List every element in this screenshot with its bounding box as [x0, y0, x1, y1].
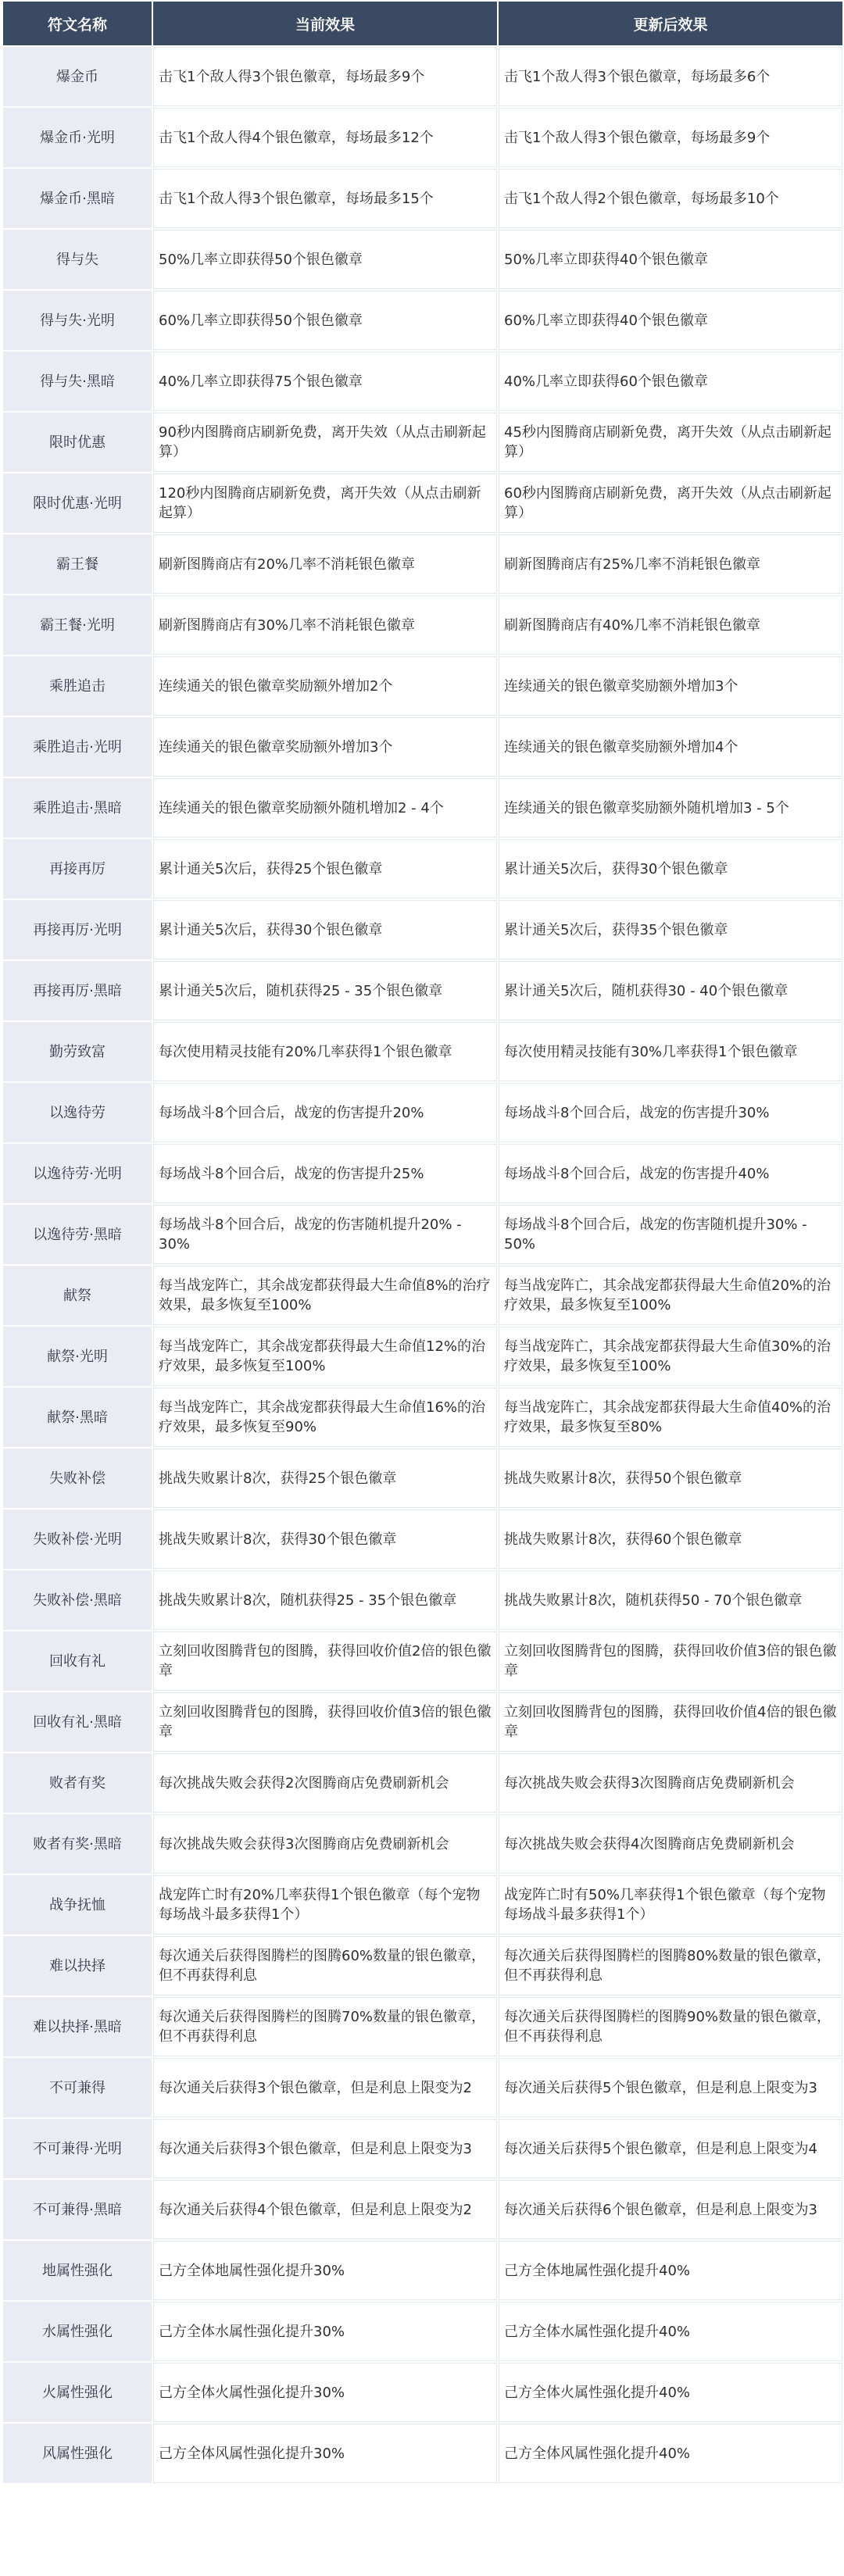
table-row — [3, 1570, 842, 1630]
updated-effect-cell: 挑战失败累计8次，随机获得50 - 70个银色徽章 — [499, 1570, 842, 1630]
table-row — [3, 656, 842, 716]
rune-name-cell: 失败补偿·光明 — [3, 1510, 152, 1569]
rune-name-cell: 失败补偿·黑暗 — [3, 1570, 152, 1630]
current-effect-cell: 每场战斗8个回合后，战宠的伤害随机提升20% - 30% — [153, 1205, 497, 1264]
current-effect-cell: 刷新图腾商店有20%几率不消耗银色徽章 — [153, 534, 497, 594]
updated-effect-cell: 累计通关5次后，获得35个银色徽章 — [499, 900, 842, 959]
current-effect-cell: 40%几率立即获得75个银色徽章 — [153, 352, 497, 411]
rune-name-cell: 得与失 — [3, 230, 152, 289]
table-row — [3, 352, 842, 411]
updated-effect-cell: 每次通关后获得6个银色徽章，但是利息上限变为3 — [499, 2180, 842, 2239]
current-effect-cell: 每当战宠阵亡，其余战宠都获得最大生命值16%的治疗效果，最多恢复至90% — [153, 1388, 497, 1447]
updated-effect-cell: 连续通关的银色徽章奖励额外增加4个 — [499, 717, 842, 777]
rune-name-cell: 火属性强化 — [3, 2363, 152, 2422]
rune-name-cell: 风属性强化 — [3, 2424, 152, 2483]
rune-name-cell: 败者有奖·黑暗 — [3, 1814, 152, 1874]
updated-effect-cell: 挑战失败累计8次，获得60个银色徽章 — [499, 1510, 842, 1569]
current-effect-cell: 己方全体风属性强化提升30% — [153, 2424, 497, 2483]
current-effect-cell: 每当战宠阵亡，其余战宠都获得最大生命值12%的治疗效果，最多恢复至100% — [153, 1327, 497, 1386]
current-effect-cell: 战宠阵亡时有20%几率获得1个银色徽章（每个宠物每场战斗最多获得1个） — [153, 1875, 497, 1935]
current-effect-cell: 每当战宠阵亡，其余战宠都获得最大生命值8%的治疗效果，最多恢复至100% — [153, 1266, 497, 1325]
updated-effect-cell: 每次通关后获得5个银色徽章，但是利息上限变为3 — [499, 2058, 842, 2117]
table-row — [3, 1144, 842, 1203]
rune-name-cell: 再接再厉 — [3, 839, 152, 899]
updated-effect-cell: 每次挑战失败会获得3次图腾商店免费刷新机会 — [499, 1753, 842, 1813]
rune-name-cell: 限时优惠·光明 — [3, 473, 152, 533]
table-row — [3, 291, 842, 350]
table-row — [3, 839, 842, 899]
current-effect-cell: 刷新图腾商店有30%几率不消耗银色徽章 — [153, 595, 497, 655]
updated-effect-cell: 刷新图腾商店有40%几率不消耗银色徽章 — [499, 595, 842, 655]
rune-name-cell: 不可兼得·光明 — [3, 2119, 152, 2178]
rune-name-cell: 献祭 — [3, 1266, 152, 1325]
updated-effect-cell: 每次通关后获得5个银色徽章，但是利息上限变为4 — [499, 2119, 842, 2178]
table-row — [3, 717, 842, 777]
current-effect-cell: 挑战失败累计8次，获得25个银色徽章 — [153, 1449, 497, 1508]
table-row — [3, 2058, 842, 2117]
table-row — [3, 1936, 842, 1995]
table-row — [3, 1692, 842, 1752]
rune-name-cell: 爆金币 — [3, 47, 152, 106]
updated-effect-cell: 每次通关后获得图腾栏的图腾90%数量的银色徽章，但不再获得利息 — [499, 1997, 842, 2056]
rune-name-cell: 水属性强化 — [3, 2302, 152, 2361]
table-row — [3, 2119, 842, 2178]
rune-name-cell: 爆金币·黑暗 — [3, 169, 152, 228]
current-effect-cell: 每次通关后获得3个银色徽章，但是利息上限变为2 — [153, 2058, 497, 2117]
table-row — [3, 413, 842, 472]
updated-effect-cell: 每次挑战失败会获得4次图腾商店免费刷新机会 — [499, 1814, 842, 1874]
updated-effect-cell: 每次通关后获得图腾栏的图腾80%数量的银色徽章，但不再获得利息 — [499, 1936, 842, 1995]
header-updated-effect: 更新后效果 — [499, 2, 842, 45]
updated-effect-cell: 己方全体火属性强化提升40% — [499, 2363, 842, 2422]
current-effect-cell: 每次通关后获得4个银色徽章，但是利息上限变为2 — [153, 2180, 497, 2239]
table-row — [3, 2241, 842, 2300]
table-row — [3, 1327, 842, 1386]
table-row — [3, 1510, 842, 1569]
rune-name-cell: 再接再厉·光明 — [3, 900, 152, 959]
table-row — [3, 900, 842, 959]
current-effect-cell: 每次挑战失败会获得3次图腾商店免费刷新机会 — [153, 1814, 497, 1874]
table-row — [3, 2302, 842, 2361]
current-effect-cell: 挑战失败累计8次，随机获得25 - 35个银色徽章 — [153, 1570, 497, 1630]
table-row — [3, 108, 842, 167]
updated-effect-cell: 累计通关5次后，获得30个银色徽章 — [499, 839, 842, 899]
updated-effect-cell: 每场战斗8个回合后，战宠的伤害提升40% — [499, 1144, 842, 1203]
rune-name-cell: 不可兼得·黑暗 — [3, 2180, 152, 2239]
rune-name-cell: 难以抉择·黑暗 — [3, 1997, 152, 2056]
updated-effect-cell: 60秒内图腾商店刷新免费，离开失效（从点击刷新起算） — [499, 473, 842, 533]
updated-effect-cell: 每场战斗8个回合后，战宠的伤害随机提升30% - 50% — [499, 1205, 842, 1264]
table-row — [3, 1205, 842, 1264]
current-effect-cell: 120秒内图腾商店刷新免费，离开失效（从点击刷新起算） — [153, 473, 497, 533]
current-effect-cell: 累计通关5次后，随机获得25 - 35个银色徽章 — [153, 961, 497, 1020]
rune-name-cell: 乘胜追击·黑暗 — [3, 778, 152, 838]
table-row — [3, 1083, 842, 1142]
updated-effect-cell: 每当战宠阵亡，其余战宠都获得最大生命值20%的治疗效果，最多恢复至100% — [499, 1266, 842, 1325]
table-row — [3, 2424, 842, 2483]
rune-name-cell: 霸王餐 — [3, 534, 152, 594]
current-effect-cell: 击飞1个敌人得4个银色徽章，每场最多12个 — [153, 108, 497, 167]
updated-effect-cell: 50%几率立即获得40个银色徽章 — [499, 230, 842, 289]
updated-effect-cell: 挑战失败累计8次，获得50个银色徽章 — [499, 1449, 842, 1508]
current-effect-cell: 立刻回收图腾背包的图腾，获得回收价值2倍的银色徽章 — [153, 1631, 497, 1691]
updated-effect-cell: 连续通关的银色徽章奖励额外随机增加3 - 5个 — [499, 778, 842, 838]
updated-effect-cell: 40%几率立即获得60个银色徽章 — [499, 352, 842, 411]
current-effect-cell: 己方全体水属性强化提升30% — [153, 2302, 497, 2361]
rune-name-cell: 爆金币·光明 — [3, 108, 152, 167]
rune-name-cell: 失败补偿 — [3, 1449, 152, 1508]
table-row — [3, 2180, 842, 2239]
table-row — [3, 961, 842, 1020]
current-effect-cell: 累计通关5次后，获得25个银色徽章 — [153, 839, 497, 899]
rune-name-cell: 以逸待劳 — [3, 1083, 152, 1142]
table-row — [3, 1022, 842, 1081]
updated-effect-cell: 立刻回收图腾背包的图腾，获得回收价值3倍的银色徽章 — [499, 1631, 842, 1691]
current-effect-cell: 连续通关的银色徽章奖励额外增加2个 — [153, 656, 497, 716]
updated-effect-cell: 击飞1个敌人得3个银色徽章，每场最多6个 — [499, 47, 842, 106]
current-effect-cell: 挑战失败累计8次，获得30个银色徽章 — [153, 1510, 497, 1569]
table-row — [3, 778, 842, 838]
rune-name-cell: 败者有奖 — [3, 1753, 152, 1813]
current-effect-cell: 己方全体地属性强化提升30% — [153, 2241, 497, 2300]
updated-effect-cell: 击飞1个敌人得3个银色徽章，每场最多9个 — [499, 108, 842, 167]
rune-name-cell: 献祭·黑暗 — [3, 1388, 152, 1447]
updated-effect-cell: 立刻回收图腾背包的图腾，获得回收价值4倍的银色徽章 — [499, 1692, 842, 1752]
rune-name-cell: 勤劳致富 — [3, 1022, 152, 1081]
rune-name-cell: 战争抚恤 — [3, 1875, 152, 1935]
updated-effect-cell: 击飞1个敌人得2个银色徽章，每场最多10个 — [499, 169, 842, 228]
table-row — [3, 1997, 842, 2056]
updated-effect-cell: 连续通关的银色徽章奖励额外增加3个 — [499, 656, 842, 716]
rune-name-cell: 回收有礼 — [3, 1631, 152, 1691]
rune-name-cell: 得与失·光明 — [3, 291, 152, 350]
rune-name-cell: 献祭·光明 — [3, 1327, 152, 1386]
current-effect-cell: 90秒内图腾商店刷新免费，离开失效（从点击刷新起算） — [153, 413, 497, 472]
table-row — [3, 595, 842, 655]
current-effect-cell: 每次通关后获得3个银色徽章，但是利息上限变为3 — [153, 2119, 497, 2178]
table-row — [3, 534, 842, 594]
table-row — [3, 1631, 842, 1691]
table-body — [3, 47, 842, 2483]
updated-effect-cell: 每当战宠阵亡，其余战宠都获得最大生命值30%的治疗效果，最多恢复至100% — [499, 1327, 842, 1386]
current-effect-cell: 己方全体火属性强化提升30% — [153, 2363, 497, 2422]
updated-effect-cell: 战宠阵亡时有50%几率获得1个银色徽章（每个宠物每场战斗最多获得1个） — [499, 1875, 842, 1935]
current-effect-cell: 每次通关后获得图腾栏的图腾60%数量的银色徽章，但不再获得利息 — [153, 1936, 497, 1995]
updated-effect-cell: 每次使用精灵技能有30%几率获得1个银色徽章 — [499, 1022, 842, 1081]
table-row — [3, 169, 842, 228]
table-row — [3, 1875, 842, 1935]
updated-effect-cell: 每场战斗8个回合后，战宠的伤害提升30% — [499, 1083, 842, 1142]
rune-name-cell: 难以抉择 — [3, 1936, 152, 1995]
updated-effect-cell: 己方全体地属性强化提升40% — [499, 2241, 842, 2300]
updated-effect-cell: 累计通关5次后，随机获得30 - 40个银色徽章 — [499, 961, 842, 1020]
current-effect-cell: 每次挑战失败会获得2次图腾商店免费刷新机会 — [153, 1753, 497, 1813]
table-header-row — [3, 2, 842, 45]
rune-name-cell: 以逸待劳·光明 — [3, 1144, 152, 1203]
updated-effect-cell: 45秒内图腾商店刷新免费，离开失效（从点击刷新起算） — [499, 413, 842, 472]
table-row — [3, 2363, 842, 2422]
rune-name-cell: 得与失·黑暗 — [3, 352, 152, 411]
table-row — [3, 1266, 842, 1325]
table-row — [3, 47, 842, 106]
updated-effect-cell: 每当战宠阵亡，其余战宠都获得最大生命值40%的治疗效果，最多恢复至80% — [499, 1388, 842, 1447]
current-effect-cell: 连续通关的银色徽章奖励额外随机增加2 - 4个 — [153, 778, 497, 838]
current-effect-cell: 击飞1个敌人得3个银色徽章，每场最多9个 — [153, 47, 497, 106]
current-effect-cell: 每次通关后获得图腾栏的图腾70%数量的银色徽章，但不再获得利息 — [153, 1997, 497, 2056]
current-effect-cell: 每次使用精灵技能有20%几率获得1个银色徽章 — [153, 1022, 497, 1081]
table-row — [3, 230, 842, 289]
updated-effect-cell: 己方全体风属性强化提升40% — [499, 2424, 842, 2483]
updated-effect-cell: 己方全体水属性强化提升40% — [499, 2302, 842, 2361]
table-row — [3, 1388, 842, 1447]
table-row — [3, 1753, 842, 1813]
rune-effects-table — [2, 0, 844, 2485]
rune-name-cell: 限时优惠 — [3, 413, 152, 472]
current-effect-cell: 立刻回收图腾背包的图腾，获得回收价值3倍的银色徽章 — [153, 1692, 497, 1752]
updated-effect-cell: 60%几率立即获得40个银色徽章 — [499, 291, 842, 350]
rune-name-cell: 不可兼得 — [3, 2058, 152, 2117]
header-rune-name: 符文名称 — [3, 2, 152, 45]
rune-name-cell: 回收有礼·黑暗 — [3, 1692, 152, 1752]
current-effect-cell: 50%几率立即获得50个银色徽章 — [153, 230, 497, 289]
current-effect-cell: 每场战斗8个回合后，战宠的伤害提升25% — [153, 1144, 497, 1203]
current-effect-cell: 60%几率立即获得50个银色徽章 — [153, 291, 497, 350]
table-row — [3, 1449, 842, 1508]
current-effect-cell: 击飞1个敌人得3个银色徽章，每场最多15个 — [153, 169, 497, 228]
rune-name-cell: 再接再厉·黑暗 — [3, 961, 152, 1020]
current-effect-cell: 累计通关5次后，获得30个银色徽章 — [153, 900, 497, 959]
rune-name-cell: 乘胜追击 — [3, 656, 152, 716]
rune-name-cell: 以逸待劳·黑暗 — [3, 1205, 152, 1264]
rune-name-cell: 地属性强化 — [3, 2241, 152, 2300]
header-current-effect: 当前效果 — [153, 2, 497, 45]
current-effect-cell: 连续通关的银色徽章奖励额外增加3个 — [153, 717, 497, 777]
current-effect-cell: 每场战斗8个回合后，战宠的伤害提升20% — [153, 1083, 497, 1142]
rune-name-cell: 霸王餐·光明 — [3, 595, 152, 655]
table-row — [3, 1814, 842, 1874]
table-row — [3, 473, 842, 533]
rune-name-cell: 乘胜追击·光明 — [3, 717, 152, 777]
updated-effect-cell: 刷新图腾商店有25%几率不消耗银色徽章 — [499, 534, 842, 594]
